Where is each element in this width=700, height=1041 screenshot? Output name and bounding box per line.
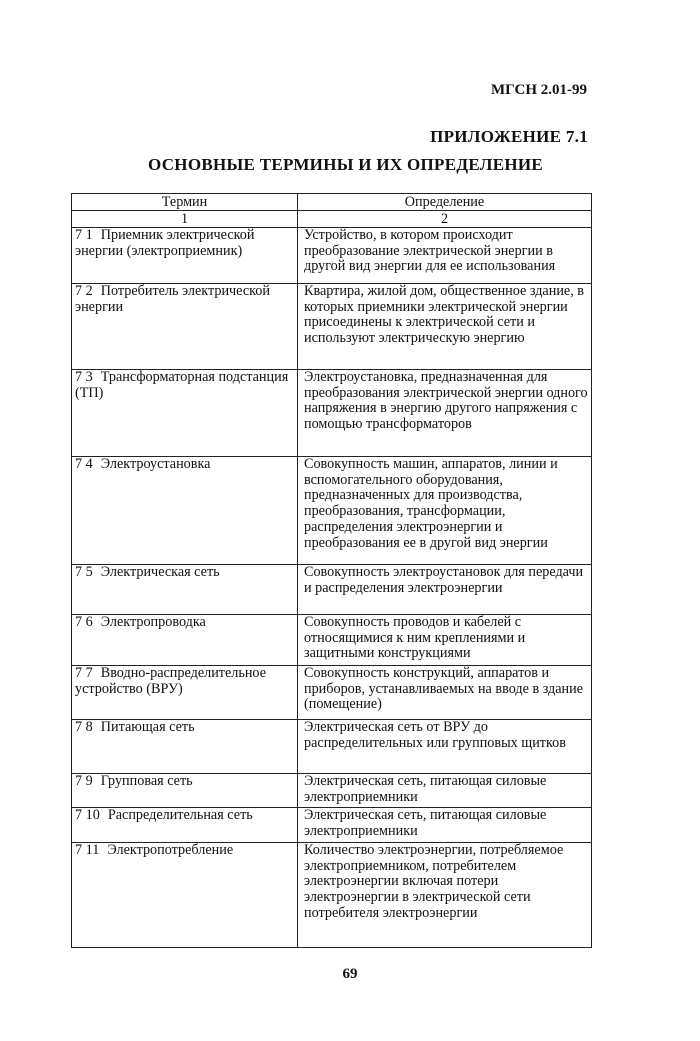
term-number: 7 3: [75, 369, 93, 385]
definition-cell: Совокупность электроустановок для передачи и распределения электроэнергии: [298, 565, 592, 615]
definition-cell: Электрическая сеть от ВРУ до распределительных или групповых щитков: [298, 720, 592, 774]
term-text: Приемник электрической энергии (электроприемник): [75, 227, 255, 259]
term-cell: [72, 720, 298, 774]
table-row: [72, 808, 592, 843]
page-title: ОСНОВНЫЕ ТЕРМИНЫ И ИХ ОПРЕДЕЛЕНИЕ: [148, 155, 544, 174]
term-number: 7 5: [75, 564, 93, 580]
definition-cell: Квартира, жилой дом, общественное здание, в которых приемники электрической энергии присоединены к электрической сети и используют электрическую энергию: [298, 284, 592, 370]
term-number: 7 9: [75, 773, 93, 789]
column-header-definition: Определение: [298, 194, 592, 211]
term-text: Групповая сеть: [100, 773, 193, 789]
term-text: Распределительная сеть: [107, 807, 253, 823]
term-number: 7 2: [75, 283, 93, 299]
term-cell: [72, 774, 298, 808]
term-number: 7 11: [75, 842, 100, 858]
term-cell: [72, 370, 298, 457]
term-cell: [72, 808, 298, 843]
term-text: Питающая сеть: [100, 719, 195, 735]
term-number: 7 7: [75, 665, 93, 681]
term-text: Потребитель электрической энергии: [75, 283, 270, 315]
table-row: [72, 666, 592, 720]
definition-cell: Устройство, в котором происходит преобразование электрической энергии в другой вид энергии для ее использования: [298, 228, 592, 284]
term-cell: [72, 666, 298, 720]
page-number: 69: [342, 966, 358, 982]
definition-cell: Совокупность машин, аппаратов, линии и вспомогательного оборудования, предназначенных для производства, преобразования, трансформации, распределения электроэнергии и преобразования ее в другой вид энергии: [298, 457, 592, 565]
term-text: Электроустановка: [100, 456, 211, 472]
term-cell: [72, 843, 298, 948]
term-number: 7 1: [75, 227, 93, 243]
term-number: 7 4: [75, 456, 93, 472]
definition-cell: Совокупность проводов и кабелей с относящимися к ним креплениями и защитными конструкциями: [298, 615, 592, 666]
table-row: [72, 720, 592, 774]
document-code: МГСН 2.01-99: [491, 82, 587, 98]
table-row: [72, 457, 592, 565]
column-header-term: Термин: [72, 194, 298, 211]
table-row: [72, 284, 592, 370]
appendix-label: ПРИЛОЖЕНИЕ 7.1: [430, 127, 588, 146]
term-cell: [72, 228, 298, 284]
term-number: 7 8: [75, 719, 93, 735]
term-number: 7 10: [75, 807, 100, 823]
table-row: [72, 228, 592, 284]
definition-cell: Электрическая сеть, питающая силовые электроприемники: [298, 808, 592, 843]
column-number-1: 1: [72, 211, 298, 228]
term-cell: [72, 284, 298, 370]
table-row: [72, 565, 592, 615]
term-text: Электропроводка: [100, 614, 206, 630]
table-header-row: [72, 194, 592, 211]
term-text: Электрическая сеть: [100, 564, 220, 580]
term-cell: [72, 615, 298, 666]
table-row: [72, 774, 592, 808]
table-row: [72, 843, 592, 948]
table-row: [72, 615, 592, 666]
table-row: [72, 370, 592, 457]
definition-cell: Количество электроэнергии, потребляемое электроприемником, потребителем электроэнергии включая потери электроэнергии в электрической сети потребителя электроэнергии: [298, 843, 592, 948]
term-number: 7 6: [75, 614, 93, 630]
definition-cell: Электроустановка, предназначенная для преобразования электрической энергии одного напряжения в энергию другого напряжения с помощью трансформаторов: [298, 370, 592, 457]
terms-table: [71, 193, 592, 948]
term-text: Электропотребление: [107, 842, 234, 858]
term-cell: [72, 565, 298, 615]
term-cell: [72, 457, 298, 565]
column-number-row: [72, 211, 592, 228]
definition-cell: Совокупность конструкций, аппаратов и приборов, устанавливаемых на вводе в здание (помещение): [298, 666, 592, 720]
term-text: Вводно-распределительное устройство (ВРУ): [75, 665, 266, 697]
definition-cell: Электрическая сеть, питающая силовые электроприемники: [298, 774, 592, 808]
column-number-2: 2: [298, 211, 592, 228]
term-text: Трансформаторная подстанция (ТП): [75, 369, 289, 401]
